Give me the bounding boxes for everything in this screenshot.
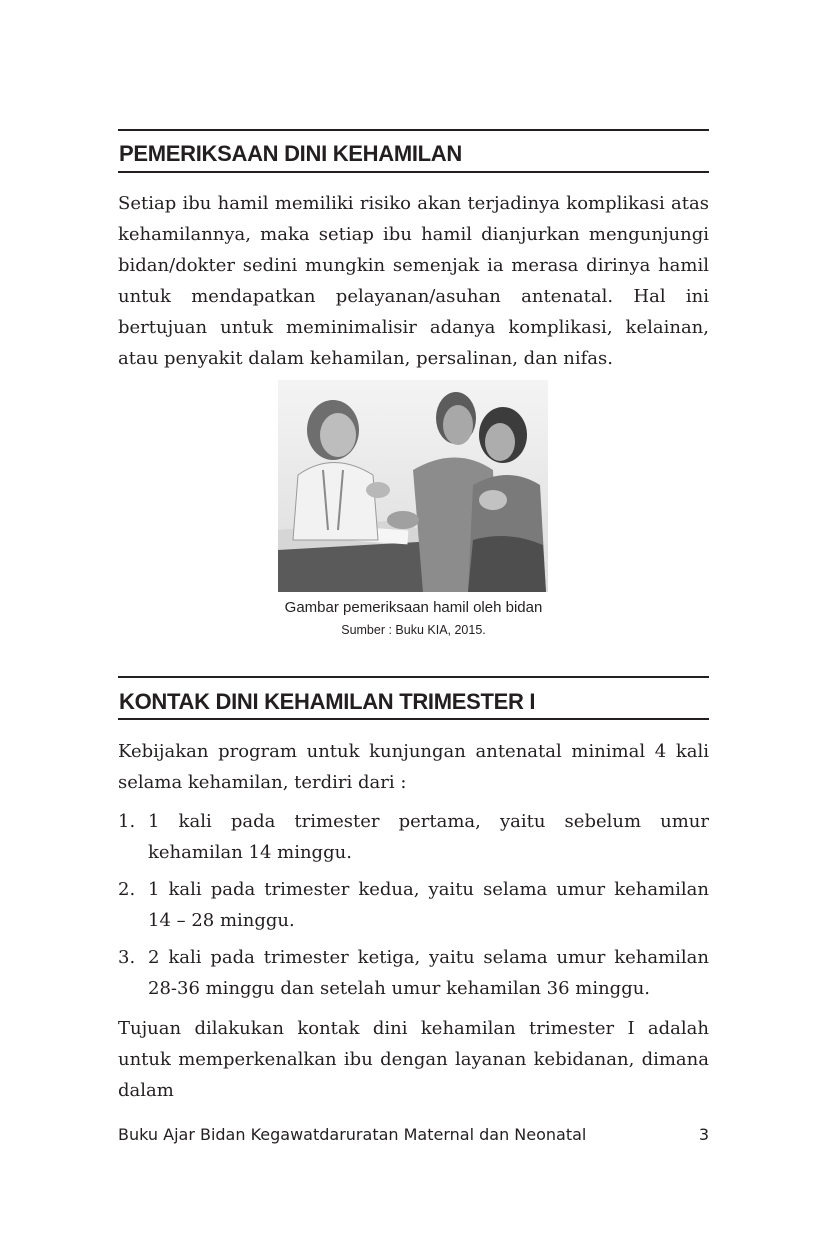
figure-source: Sumber : Buku KIA, 2015. [341,623,486,637]
list-item-text: 1 kali pada trimester kedua, yaitu selama umur kehamilan 14 – 28 minggu. [148,879,709,931]
section-heading: PEMERIKSAAN DINI KEHAMILAN [119,141,462,166]
body-paragraph: Tujuan dilakukan kontak dini kehamilan trimester I adalah untuk memperkenalkan ibu dengan layanan kebidanan, dimana dalam [118,1018,709,1101]
list-item-number: 1. [118,811,136,832]
section-heading-bar [118,129,709,173]
section-heading-bar [118,676,709,720]
page-number: 3 [698,1125,709,1144]
list-item [118,806,709,868]
list-item-text: 2 kali pada trimester ketiga, yaitu selama umur kehamilan 28-36 minggu dan setelah umur kehamilan 36 minggu. [148,947,709,999]
body-paragraph: Setiap ibu hamil memiliki risiko akan terjadinya komplikasi atas kehamilannya, maka setiap ibu hamil dianjurkan mengunjungi bidan/dokter sedini mungkin semenjak ia merasa dirinya hamil untuk mendapatkan pelayanan/asuhan antenatal. Hal ini bertujuan untuk meminimalisir adanya komplikasi, kelainan, atau penyakit dalam kehamilan, persalinan, dan nifas. [118,193,709,369]
figure-caption: Gambar pemeriksaan hamil oleh bidan [284,599,543,616]
section-heading: KONTAK DINI KEHAMILAN TRIMESTER I [119,689,536,714]
list-item-number: 3. [118,947,136,968]
illustration-image [278,380,548,592]
list-item-text: 1 kali pada trimester pertama, yaitu sebelum umur kehamilan 14 minggu. [148,811,709,863]
body-paragraph: Kebijakan program untuk kunjungan antenatal minimal 4 kali selama kehamilan, terdiri dari : [118,741,709,793]
illustration-midwife-consultation [278,380,548,592]
numbered-list [118,806,709,1010]
list-item [118,874,709,936]
running-footer: Buku Ajar Bidan Kegawatdaruratan Maternal dan Neonatal [118,1125,587,1144]
list-item [118,942,709,1004]
list-item-number: 2. [118,879,136,900]
